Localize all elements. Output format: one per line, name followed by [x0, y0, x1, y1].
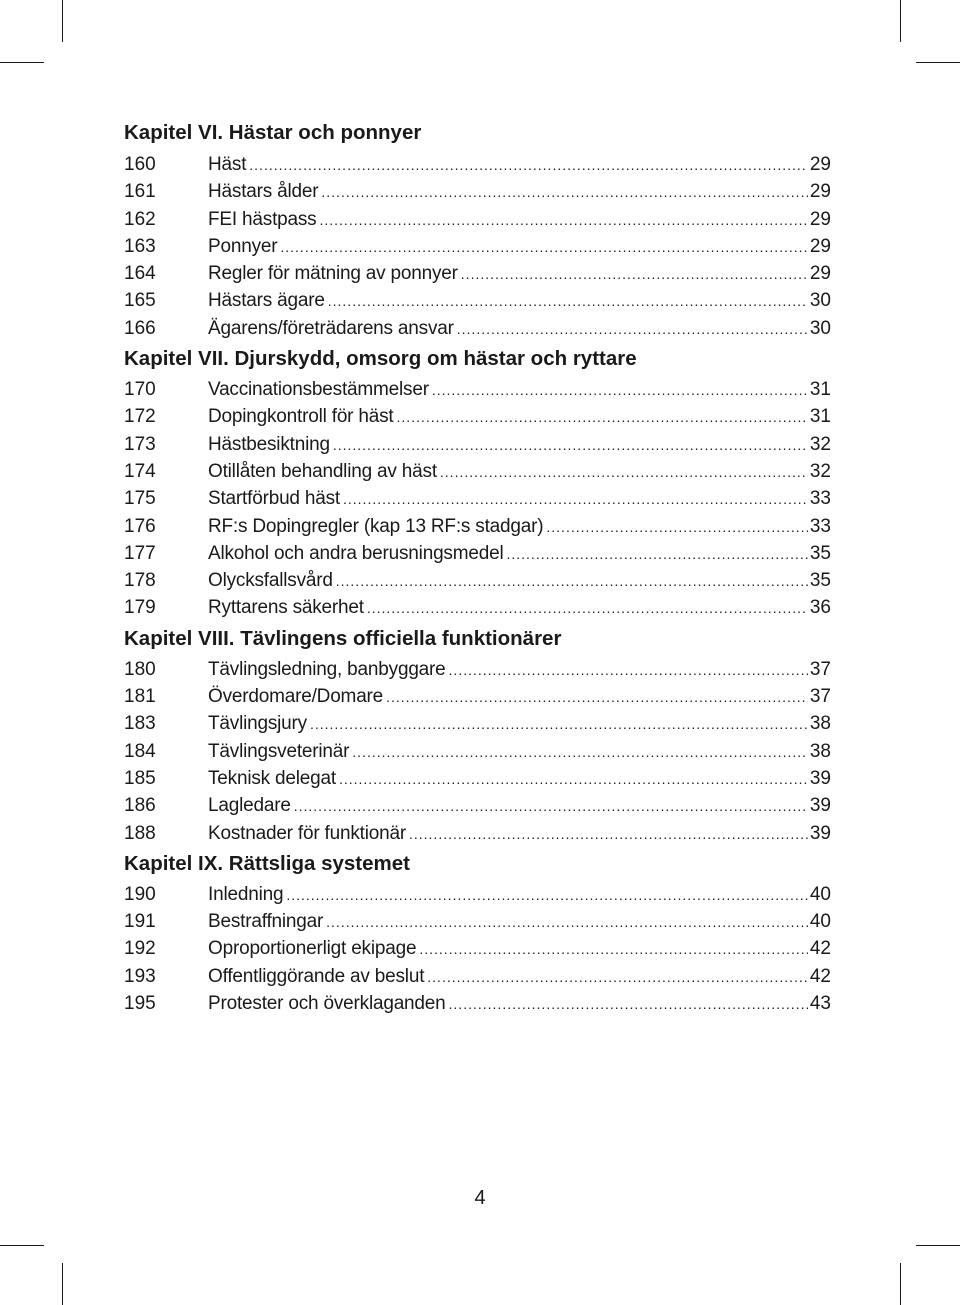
toc-entry[interactable]: [124, 792, 831, 819]
section-title: Tävlingsledning, banbyggare: [208, 658, 446, 680]
toc-entry[interactable]: [124, 287, 831, 314]
page-reference: 30: [809, 317, 831, 339]
section-title: Protester och överklaganden: [208, 993, 446, 1015]
toc-entry[interactable]: [124, 963, 831, 990]
page-reference: 40: [809, 883, 831, 905]
section-number: 170: [124, 379, 156, 401]
page-reference: 37: [809, 686, 831, 708]
dot-leader: [280, 234, 807, 261]
section-title: FEI hästpass: [208, 208, 317, 230]
toc-entry[interactable]: [124, 485, 831, 512]
section-number: 195: [124, 993, 156, 1015]
page-reference: 29: [809, 154, 831, 175]
dot-leader: [397, 404, 808, 431]
section-number: 190: [124, 883, 156, 905]
section-number: 176: [124, 515, 156, 537]
section-title: Inledning: [208, 883, 284, 905]
crop-mark-left-bottom: [0, 1245, 44, 1246]
section-title: Startförbud häst: [208, 488, 340, 510]
section-number: 172: [124, 406, 156, 428]
page-reference: 43: [809, 993, 831, 1015]
dot-leader: [339, 766, 808, 793]
toc-entry[interactable]: [124, 260, 831, 287]
section-title: Vaccinationsbestämmelser: [208, 379, 429, 401]
page-reference: 29: [809, 181, 831, 203]
dot-leader: [449, 991, 808, 1018]
page-reference: 38: [809, 740, 831, 762]
section-title: Kostnader för funktionär: [208, 822, 406, 844]
dot-leader: [546, 514, 807, 541]
page-reference: 38: [809, 713, 831, 735]
section-title: Tävlingsveterinär: [208, 740, 350, 762]
section-title: Hästars ålder: [208, 181, 319, 203]
crop-mark-right-bottom: [916, 1245, 960, 1246]
section-title: Regler för mätning av ponnyer: [208, 263, 458, 285]
section-number: 173: [124, 433, 156, 455]
page-reference: 32: [809, 460, 831, 482]
page-reference: 31: [809, 406, 831, 428]
section-title: Oproportionerligt ekipage: [208, 938, 417, 960]
section-title: Ponnyer: [208, 235, 278, 257]
toc-entry[interactable]: [124, 233, 831, 260]
chapter-heading: Kapitel VIII. Tävlingens officiella funktionärer: [124, 626, 562, 650]
page-reference: 35: [809, 542, 831, 564]
section-title: Teknisk delegat: [208, 767, 336, 789]
dot-leader: [328, 288, 808, 315]
toc-entry[interactable]: [124, 908, 831, 935]
crop-mark-top-right: [900, 0, 901, 42]
dot-leader: [449, 657, 808, 684]
page-reference: 30: [809, 290, 831, 312]
page-reference: 42: [809, 938, 831, 960]
crop-mark-left-top: [0, 62, 44, 63]
page-reference: 29: [809, 263, 831, 285]
toc-entry[interactable]: [124, 820, 831, 847]
section-number: 177: [124, 542, 156, 564]
page-reference: 37: [809, 658, 831, 680]
section-number: 160: [124, 154, 156, 175]
section-number: 161: [124, 181, 156, 203]
toc-entry[interactable]: [124, 151, 831, 178]
dot-leader: [427, 964, 808, 991]
section-title: Hästbesiktning: [208, 433, 330, 455]
crop-mark-right-top: [916, 62, 960, 63]
chapter-7: [124, 342, 831, 622]
toc-entry[interactable]: [124, 990, 831, 1017]
section-title: RF:s Dopingregler (kap 13 RF:s stadgar): [208, 515, 544, 537]
chapter-heading: Kapitel IX. Rättsliga systemet: [124, 851, 410, 875]
section-number: 184: [124, 740, 156, 762]
dot-leader: [367, 595, 808, 622]
page-reference: 29: [809, 208, 831, 230]
dot-leader: [326, 909, 808, 936]
dot-leader: [461, 261, 808, 288]
section-number: 193: [124, 965, 156, 987]
chapter-9: [124, 847, 831, 1017]
section-title: Överdomare/Domare: [208, 686, 384, 708]
toc-entry[interactable]: [124, 594, 831, 621]
dot-leader: [249, 152, 808, 179]
dot-leader: [333, 432, 808, 459]
dot-leader: [506, 541, 807, 568]
section-number: 164: [124, 263, 156, 285]
section-title: Bestraffningar: [208, 911, 324, 933]
toc-entry[interactable]: [124, 403, 831, 430]
toc-entry[interactable]: [124, 431, 831, 458]
chapter-entries: [124, 881, 831, 1017]
chapter-entries: [124, 376, 831, 622]
section-title: Olycksfallsvård: [208, 570, 333, 592]
chapter-6: [124, 115, 831, 342]
page-reference: 32: [809, 433, 831, 455]
toc-entry[interactable]: [124, 315, 831, 342]
crop-mark-bottom-right: [900, 1263, 901, 1305]
section-title: Otillåten behandling av häst: [208, 460, 437, 482]
section-title: Ryttarens säkerhet: [208, 597, 364, 619]
dot-leader: [286, 882, 808, 909]
section-number: 191: [124, 911, 156, 933]
section-number: 178: [124, 570, 156, 592]
page-reference: 33: [809, 488, 831, 510]
page-number: 4: [474, 1187, 486, 1209]
section-number: 180: [124, 658, 156, 680]
page-reference: 35: [809, 570, 831, 592]
page-reference: 42: [809, 965, 831, 987]
section-title: Häst: [208, 154, 247, 175]
section-number: 183: [124, 713, 156, 735]
dot-leader: [457, 316, 808, 343]
section-title: Offentliggörande av beslut: [208, 965, 425, 987]
dot-leader: [294, 793, 808, 820]
section-number: 185: [124, 767, 156, 789]
dot-leader: [310, 711, 808, 738]
toc-entry[interactable]: [124, 458, 831, 485]
section-number: 192: [124, 938, 156, 960]
chapter-entries: [124, 151, 831, 342]
toc-entry[interactable]: [124, 376, 831, 403]
dot-leader: [343, 486, 808, 513]
dot-leader: [419, 936, 808, 963]
toc-entry[interactable]: [124, 567, 831, 594]
page-reference: 39: [809, 767, 831, 789]
page-reference: 29: [809, 235, 831, 257]
page-reference: 40: [809, 911, 831, 933]
page-reference: 36: [809, 597, 831, 619]
toc-entry[interactable]: [124, 683, 831, 710]
section-title: Alkohol och andra berusningsmedel: [208, 542, 504, 564]
section-title: Lagledare: [208, 795, 291, 817]
section-number: 175: [124, 488, 156, 510]
section-title: Dopingkontroll för häst: [208, 406, 394, 428]
chapter-heading: Kapitel VII. Djurskydd, omsorg om hästar och ryttare: [124, 347, 637, 371]
toc-entry[interactable]: [124, 206, 831, 233]
section-number: 163: [124, 235, 156, 257]
section-number: 166: [124, 317, 156, 339]
page-reference: 39: [809, 822, 831, 844]
chapter-heading: Kapitel VI. Hästar och ponnyer: [124, 121, 422, 144]
section-title: Hästars ägare: [208, 290, 325, 312]
section-number: 162: [124, 208, 156, 230]
page-reference: 31: [809, 379, 831, 401]
dot-leader: [319, 207, 807, 234]
toc-entry[interactable]: [124, 540, 831, 567]
chapter-entries: [124, 656, 831, 847]
dot-leader: [386, 684, 808, 711]
toc-entry[interactable]: [124, 738, 831, 765]
crop-mark-bottom-left: [62, 1263, 63, 1305]
toc-entry[interactable]: [124, 935, 831, 962]
toc-entry[interactable]: [124, 710, 831, 737]
dot-leader: [321, 179, 807, 206]
table-of-contents: [124, 115, 831, 1017]
section-title: Tävlingsjury: [208, 713, 307, 735]
section-number: 181: [124, 686, 156, 708]
section-number: 165: [124, 290, 156, 312]
crop-mark-top-left: [62, 0, 63, 42]
section-number: 179: [124, 597, 156, 619]
toc-entry[interactable]: [124, 656, 831, 683]
page-reference: 39: [809, 795, 831, 817]
dot-leader: [352, 739, 808, 766]
dot-leader: [432, 377, 808, 404]
toc-entry[interactable]: [124, 881, 831, 908]
chapter-8: [124, 622, 831, 847]
page-reference: 33: [809, 515, 831, 537]
section-title: Ägarens/företrädarens ansvar: [208, 317, 454, 339]
toc-entry[interactable]: [124, 765, 831, 792]
section-number: 174: [124, 460, 156, 482]
section-number: 186: [124, 795, 156, 817]
dot-leader: [336, 568, 808, 595]
toc-entry[interactable]: [124, 513, 831, 540]
section-number: 188: [124, 822, 156, 844]
toc-entry[interactable]: [124, 178, 831, 205]
dot-leader: [409, 821, 808, 848]
dot-leader: [440, 459, 808, 486]
